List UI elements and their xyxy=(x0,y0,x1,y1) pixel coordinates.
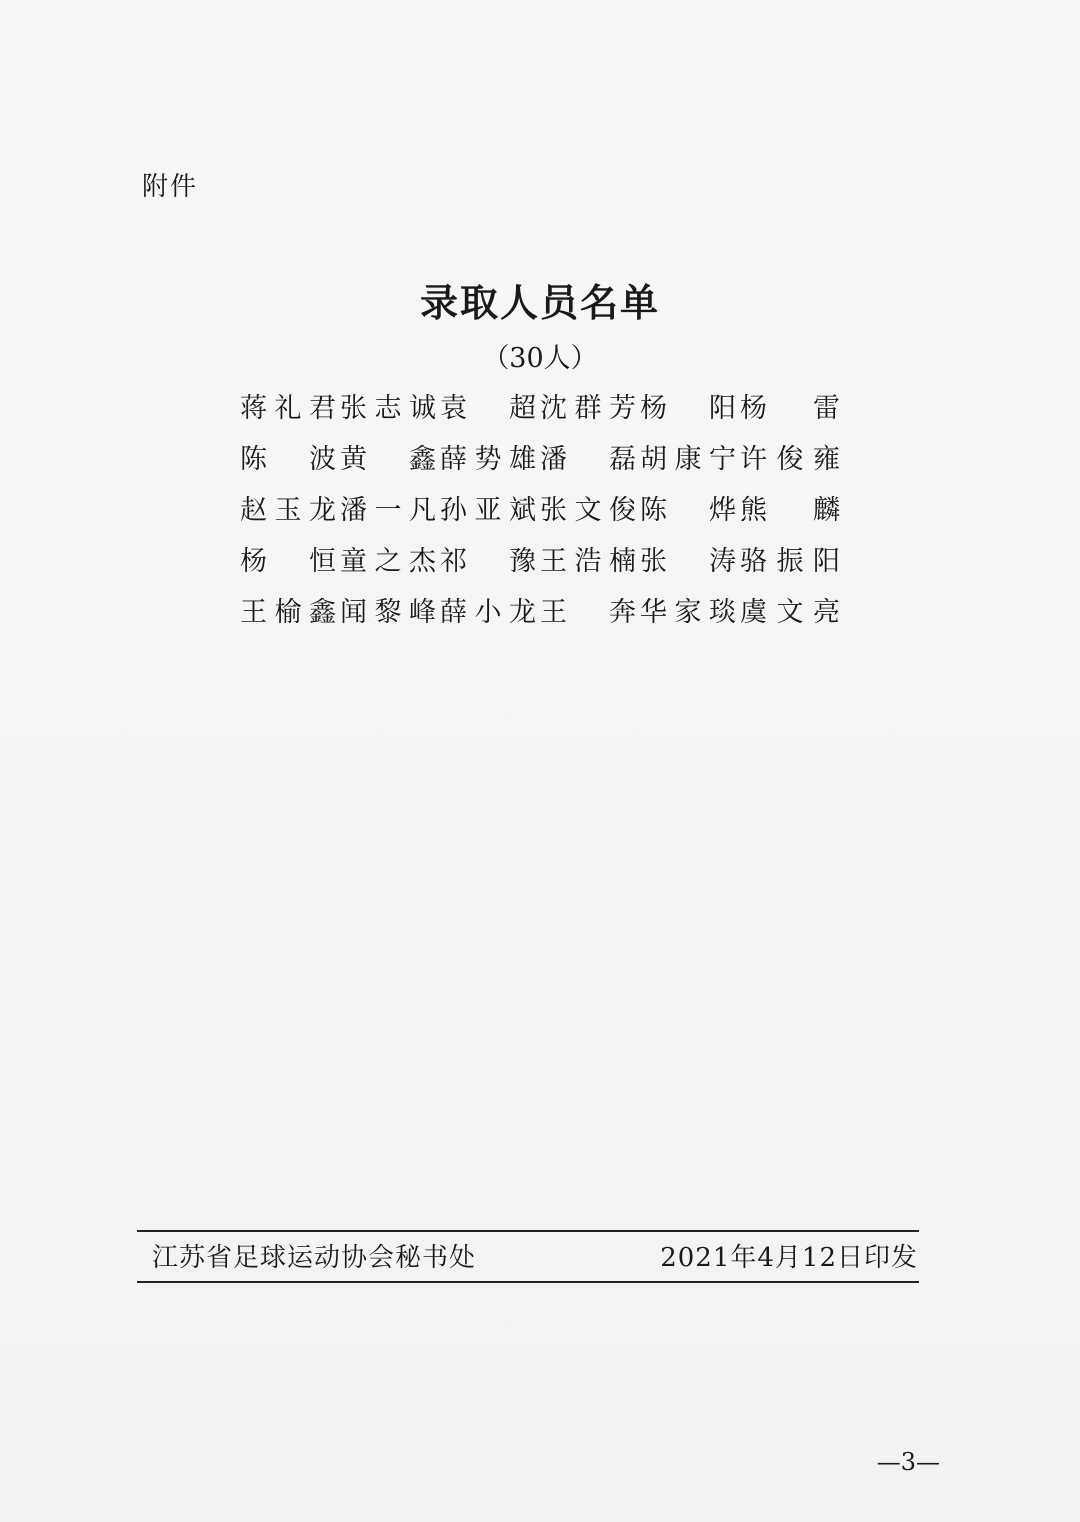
person-name: 薛 势 雄 xyxy=(440,444,536,475)
person-name: 虞 文 亮 xyxy=(740,597,840,628)
person-name: 祁 豫 xyxy=(440,546,536,577)
name-row xyxy=(240,584,840,635)
attachment-label: 附件 xyxy=(142,172,199,202)
person-name: 陈 烨 xyxy=(640,495,736,526)
headcount-subtitle: （30人） xyxy=(482,343,598,374)
page-number: —3— xyxy=(876,1448,940,1476)
person-name: 沈 群 芳 xyxy=(540,393,636,424)
person-name: 闻 黎 峰 xyxy=(340,597,436,628)
name-row xyxy=(240,533,840,584)
person-name: 黄 鑫 xyxy=(340,444,436,475)
person-name: 华 家 琰 xyxy=(640,597,736,628)
footer-bottom-rule xyxy=(137,1281,919,1283)
issuer-name: 江苏省足球运动协会秘书处 xyxy=(152,1243,477,1273)
footer-top-rule xyxy=(137,1230,919,1232)
person-name: 骆 振 阳 xyxy=(740,546,840,577)
person-name: 王 浩 楠 xyxy=(540,546,636,577)
person-name: 潘 一 凡 xyxy=(340,495,436,526)
name-row xyxy=(240,380,840,431)
name-row xyxy=(240,431,840,482)
person-name: 蒋 礼 君 xyxy=(240,393,336,424)
person-name: 赵 玉 龙 xyxy=(240,495,336,526)
person-name: 潘 磊 xyxy=(540,444,636,475)
person-name: 张 志 诚 xyxy=(340,393,436,424)
person-name: 杨 阳 xyxy=(640,393,736,424)
person-name: 王 奔 xyxy=(540,597,636,628)
person-name: 杨 恒 xyxy=(240,546,336,577)
person-name: 胡 康 宁 xyxy=(640,444,736,475)
person-name: 王 榆 鑫 xyxy=(240,597,336,628)
person-name: 孙 亚 斌 xyxy=(440,495,536,526)
name-row xyxy=(240,482,840,533)
person-name: 袁 超 xyxy=(440,393,536,424)
person-name: 许 俊 雍 xyxy=(740,444,840,475)
person-name: 张 文 俊 xyxy=(540,495,636,526)
person-name: 薛 小 龙 xyxy=(440,597,536,628)
admitted-names-list xyxy=(240,380,840,635)
person-name: 张 涛 xyxy=(640,546,736,577)
issue-date: 2021年4月12日印发 xyxy=(660,1243,918,1273)
person-name: 童 之 杰 xyxy=(340,546,436,577)
page-title: 录取人员名单 xyxy=(419,280,660,325)
person-name: 杨 雷 xyxy=(740,393,840,424)
person-name: 熊 麟 xyxy=(740,495,840,526)
person-name: 陈 波 xyxy=(240,444,336,475)
